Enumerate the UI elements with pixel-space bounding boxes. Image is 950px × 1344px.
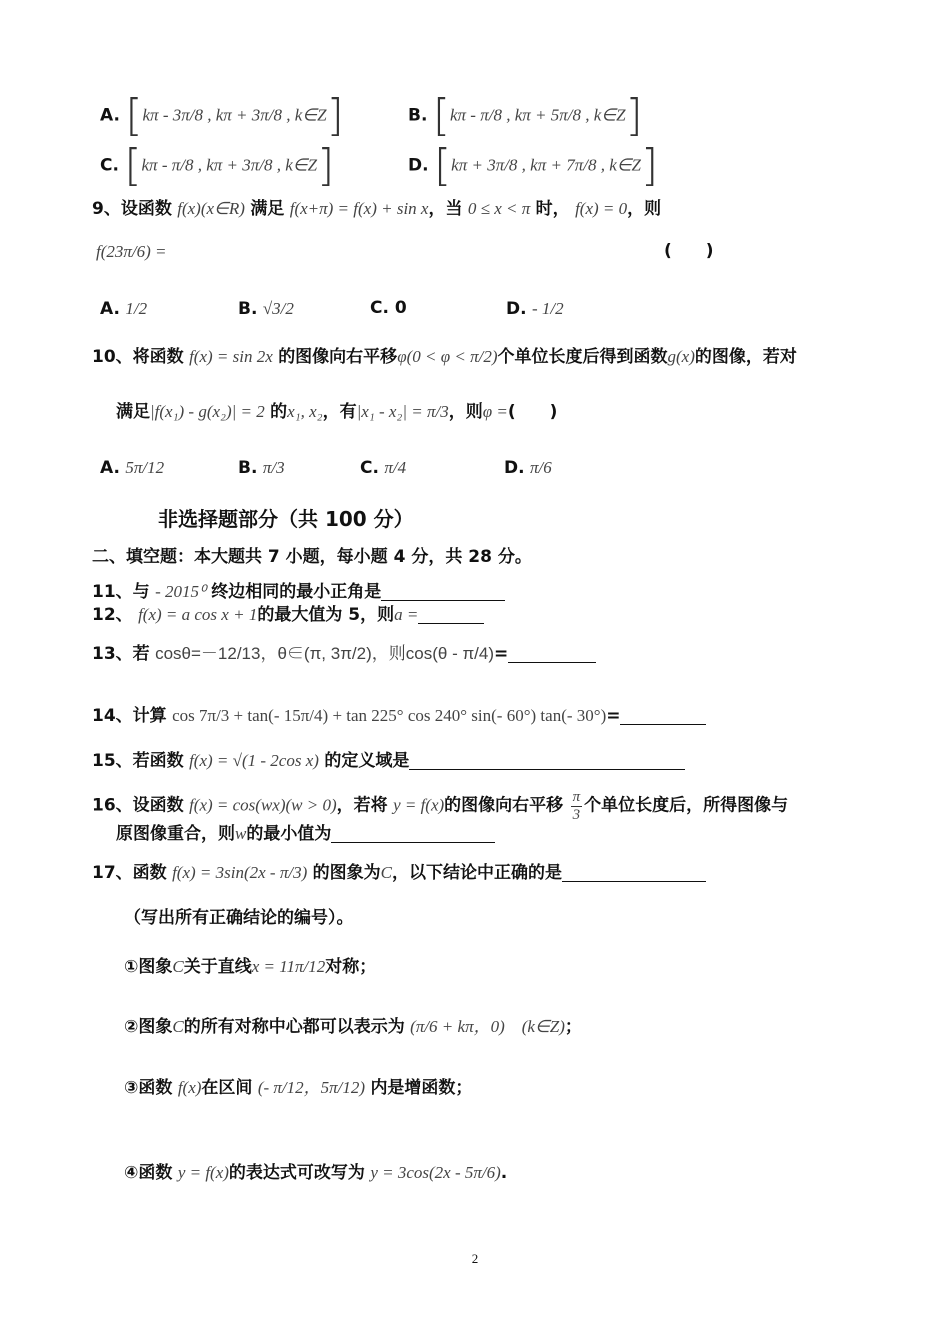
q16-shift-fraction: $\frac{\pi}{3}$ bbox=[572, 789, 581, 823]
page-number: 2 bbox=[471, 1251, 479, 1266]
section-title: 非选择题部分（共 100 分） bbox=[158, 507, 414, 531]
q11-answer-blank[interactable] bbox=[381, 584, 505, 601]
q15-answer-blank[interactable] bbox=[409, 753, 685, 770]
q9-option-c: C. 0 bbox=[370, 298, 407, 318]
q10-option-c: C. π/4 bbox=[360, 458, 407, 478]
q12-answer-blank[interactable] bbox=[418, 607, 484, 624]
q9-ask: f(23π/6) = bbox=[96, 242, 167, 261]
q9-stem: 9、设函数 f(x)(x∈R) 满足 f(x+π) = f(x) + sin x，当 0 ≤ x < π 时， f(x) = 0，则 bbox=[92, 199, 662, 219]
q14: 14、计算 cos 7π/3 + tan(- 15π/4) + tan 225° cos 240° sin(- 60°) tan(- 30°)= bbox=[92, 707, 706, 725]
q11: 11、与 - 2015⁰ 终边相同的最小正角是 bbox=[92, 583, 505, 601]
q17-answer-blank[interactable] bbox=[562, 865, 706, 882]
q8-option-b: B. [kπ - π/8 , kπ + 5π/8 , k∈Z] bbox=[408, 90, 643, 141]
q9-answer-paren: ( ) bbox=[664, 241, 714, 261]
q8-option-a-expr: kπ - 3π/8 , kπ + 3π/8 , k∈Z bbox=[142, 105, 327, 125]
q8-option-d-expr: kπ + 3π/8 , kπ + 7π/8 , k∈Z bbox=[451, 155, 642, 175]
q16-line2: 原图像重合，则w的最小值为 bbox=[116, 825, 495, 843]
q17-statement-1: ①图象C关于直线x = 11π/12对称； bbox=[124, 957, 377, 977]
q14-answer-blank[interactable] bbox=[620, 708, 706, 725]
q10-stem: 10、将函数 f(x) = sin 2x 的图像向右平移φ(0 < φ < π/2)个单位长度后得到函数g(x)的图像，若对 bbox=[92, 347, 797, 367]
q8-option-c: C. [kπ - π/8 , kπ + 3π/8 , k∈Z] bbox=[100, 140, 335, 191]
q15: 15、若函数 f(x) = √(1 - 2cos x) 的定义域是 bbox=[92, 752, 685, 770]
part2-header: 二、填空题：本大题共 7 小题，每小题 4 分，共 28 分。 bbox=[92, 547, 532, 567]
q8-option-d: D. [kπ + 3π/8 , kπ + 7π/8 , k∈Z] bbox=[408, 140, 659, 191]
q10-option-b: B. π/3 bbox=[238, 458, 285, 478]
q8-option-a: A. [kπ - 3π/8 , kπ + 3π/8 , k∈Z] bbox=[100, 90, 344, 141]
q17-statement-2: ②图象C的所有对称中心都可以表示为 (π/6 + kπ，0) (k∈Z)； bbox=[124, 1017, 582, 1037]
q9-option-a: A. 1/2 bbox=[100, 299, 148, 319]
q10-option-d: D. π/6 bbox=[504, 458, 552, 478]
q8-option-c-expr: kπ - π/8 , kπ + 3π/8 , k∈Z bbox=[141, 155, 318, 175]
q12: 12、 f(x) = a cos x + 1的最大值为 5，则a = bbox=[92, 606, 484, 624]
q16-line1: 16、设函数 f(x) = cos(wx)(w > 0)，若将 y = f(x)的图像向右平移 $\frac{\pi}{3}$ 个单位长度后，所得图像与 bbox=[92, 789, 789, 823]
q13-answer-blank[interactable] bbox=[508, 646, 596, 663]
q9-option-b: B. √3/2 bbox=[238, 299, 294, 319]
q17-statement-4: ④函数 y = f(x)的表达式可改写为 y = 3cos(2x - 5π/6). bbox=[124, 1163, 508, 1183]
q16-answer-blank[interactable] bbox=[331, 826, 495, 843]
q13: 13、若 cosθ=－12/13，θ∈(π, 3π/2)，则cos(θ - π/4)= bbox=[92, 645, 596, 663]
q9-option-d: D. - 1/2 bbox=[506, 299, 564, 319]
q17-note: （写出所有正确结论的编号）。 bbox=[124, 908, 354, 928]
q17-stem: 17、函数 f(x) = 3sin(2x - π/3) 的图象为C，以下结论中正确的是 bbox=[92, 864, 706, 882]
q17-statement-3: ③函数 f(x)在区间 (- π/12，5π/12) 内是增函数； bbox=[124, 1078, 473, 1098]
q8-option-b-expr: kπ - π/8 , kπ + 5π/8 , k∈Z bbox=[450, 105, 626, 125]
q10-option-a: A. 5π/12 bbox=[100, 458, 165, 478]
q10-condition: 满足|f(x₁) - g(x₂)| = 2 的x₁, x₂，有|x₁ - x₂| = π/3，则φ =( ) bbox=[116, 402, 558, 422]
